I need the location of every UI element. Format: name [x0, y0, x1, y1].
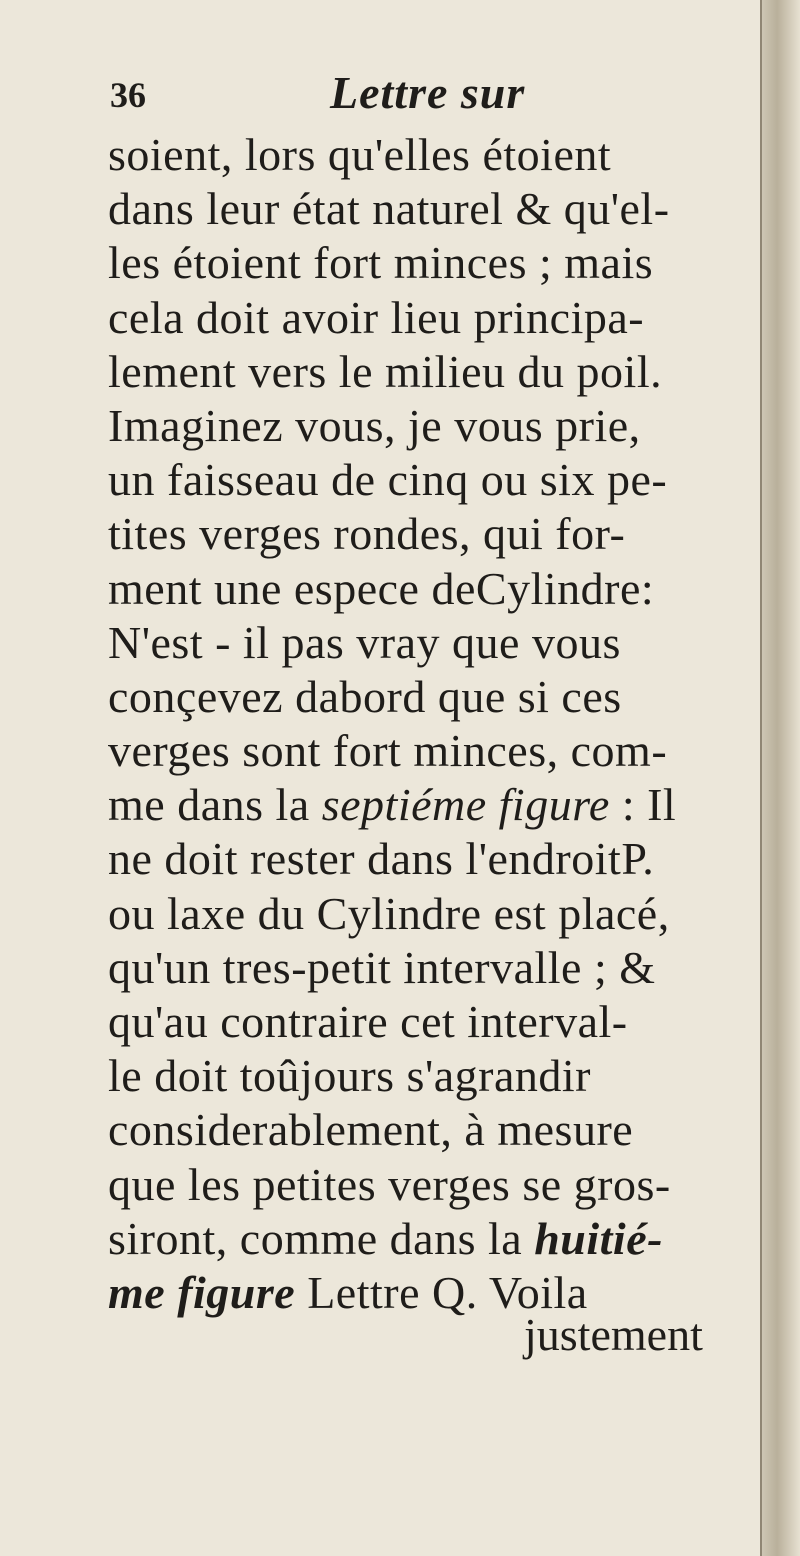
text-line: conçevez dabord que si ces — [108, 670, 622, 722]
text-line: les étoient fort minces ; mais — [108, 237, 654, 289]
body-text — [108, 128, 768, 1320]
figure-reference: septiéme figure — [321, 779, 610, 831]
text-segment: : Il — [609, 779, 677, 831]
text-line: lement vers le milieu du poil. — [108, 345, 663, 397]
text-line: ment une espece deCylindre: — [108, 562, 655, 614]
text-line: tites verges rondes, qui for- — [108, 508, 626, 560]
running-head: Lettre sur — [330, 67, 526, 118]
text-line: considerablement, à mesure — [108, 1104, 634, 1156]
text-line: un faisseau de cinq ou six pe- — [108, 454, 668, 506]
text-segment: me dans la — [108, 779, 322, 831]
text-segment: Lettre Q. Voila — [295, 1266, 588, 1318]
text-line: qu'un tres-petit intervalle ; & — [108, 941, 656, 993]
text-line: verges sont fort minces, com- — [108, 725, 668, 777]
text-line: ne doit rester dans l'endroitP. — [108, 833, 655, 885]
text-segment: siront, comme dans la — [108, 1212, 535, 1264]
text-line: dans leur état naturel & qu'el- — [108, 183, 670, 235]
text-line: ou laxe du Cylindre est placé, — [108, 887, 670, 939]
figure-reference: huitié- — [534, 1212, 663, 1264]
text-line — [108, 778, 768, 832]
text-line: Imaginez vous, je vous prie, — [108, 399, 641, 451]
text-line: que les petites verges se gros- — [108, 1158, 671, 1210]
text-line: qu'au contraire cet interval- — [108, 996, 628, 1047]
figure-reference: me figure — [108, 1266, 296, 1318]
text-line: N'est - il pas vray que vous — [108, 616, 621, 668]
catchword: justement — [524, 1309, 703, 1360]
page-header — [110, 66, 710, 126]
page-number: 36 — [110, 75, 146, 115]
text-line — [108, 1212, 768, 1266]
text-line: cela doit avoir lieu principa- — [108, 291, 645, 343]
text-line: soient, lors qu'elles étoient — [108, 129, 612, 180]
text-line: le doit toûjours s'agrandir — [108, 1050, 591, 1102]
